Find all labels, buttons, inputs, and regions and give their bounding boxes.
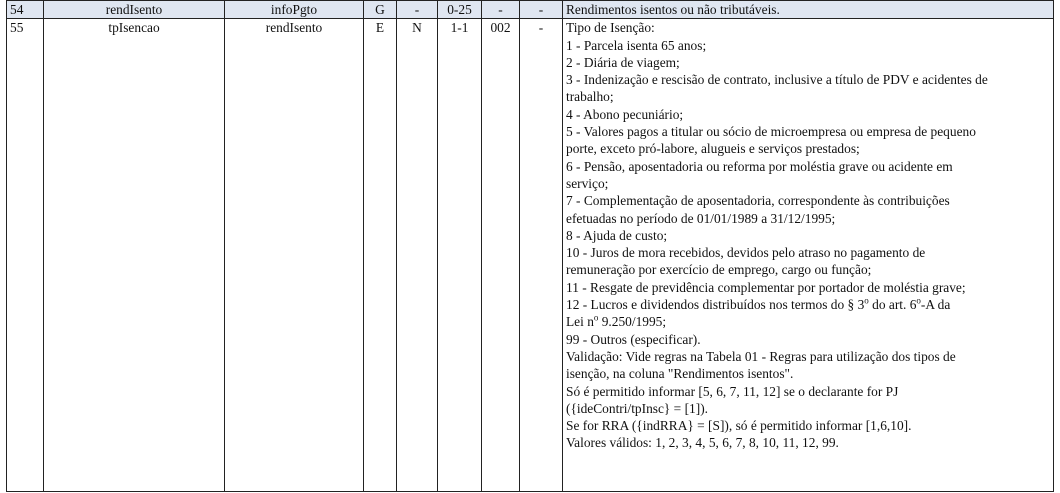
description-line-12: [566, 296, 1050, 313]
size-cell: 002: [482, 19, 520, 492]
seq-cell: 55: [7, 19, 44, 492]
table-row: [7, 19, 1054, 492]
description-line: serviço;: [566, 175, 609, 191]
field-name-cell: rendIsento: [44, 1, 225, 19]
superscript: o: [916, 295, 921, 306]
description-line: 8 - Ajuda de custo;: [566, 227, 668, 243]
description-cell: Rendimentos isentos ou não tributáveis.: [563, 1, 1054, 19]
superscript: o: [864, 295, 869, 306]
size-cell: -: [482, 1, 520, 19]
type-cell: E: [364, 19, 397, 492]
decimals-cell: -: [520, 1, 563, 19]
description-line: Só é permitido informar [5, 6, 7, 11, 12] se o declarante for PJ: [566, 383, 899, 399]
field-name-cell: tpIsencao: [44, 19, 225, 492]
description-line: Valores válidos: 1, 2, 3, 4, 5, 6, 7, 8, 10, 11, 12, 99.: [566, 435, 839, 451]
text-part: do art. 6: [868, 297, 917, 313]
description-line: 4 - Abono pecuniário;: [566, 106, 684, 122]
description-line: 5 - Valores pagos a titular ou sócio de microempresa ou empresa de pequeno: [566, 124, 976, 140]
description-line: 2 - Diária de viagem;: [566, 54, 680, 70]
occurrence-cell: 0-25: [438, 1, 482, 19]
text-part: 9.250/1995;: [598, 314, 667, 330]
superscript: o: [593, 312, 599, 323]
description-line: remuneração por exercício de emprego, cargo ou função;: [566, 262, 872, 278]
text-part: 12 - Lucros e dividendos distribuídos nos termos do § 3: [566, 297, 865, 313]
datatype-cell: -: [397, 1, 438, 19]
text-part: Lei n: [566, 314, 594, 330]
description-line: Tipo de Isenção:: [566, 20, 655, 36]
parent-cell: infoPgto: [225, 1, 364, 19]
description-line: 3 - Indenização e rescisão de contrato, inclusive a título de PDV e acidentes de: [566, 72, 988, 88]
description-line: isenção, na coluna "Rendimentos isentos".: [566, 366, 794, 382]
description-line: ({ideContri/tpInsc} = [1]).: [566, 400, 709, 416]
text-part: -A da: [920, 297, 951, 313]
description-cell: [563, 19, 1054, 492]
description-line: 1 - Parcela isenta 65 anos;: [566, 37, 707, 53]
description-line: 7 - Complementação de aposentadoria, correspondente às contribuições: [566, 193, 950, 209]
description-line: 99 - Outros (especificar).: [566, 331, 701, 347]
occurrence-cell: 1-1: [438, 19, 482, 492]
type-cell: G: [364, 1, 397, 19]
description-line: trabalho;: [566, 89, 614, 105]
seq-cell: 54: [7, 1, 44, 19]
description-line: 6 - Pensão, aposentadoria ou reforma por moléstia grave ou acidente em: [566, 158, 953, 174]
datatype-cell: N: [397, 19, 438, 492]
decimals-cell: -: [520, 19, 563, 492]
table-row: [7, 1, 1054, 19]
description-line: 10 - Juros de mora recebidos, devidos pelo atraso no pagamento de: [566, 245, 926, 261]
description-line: Se for RRA ({indRRA} = [S]), só é permitido informar [1,6,10].: [566, 418, 912, 434]
description-line: Validação: Vide regras na Tabela 01 - Regras para utilização dos tipos de: [566, 348, 956, 364]
description-line: porte, exceto pró-labore, alugueis e serviços prestados;: [566, 141, 860, 157]
description-line: 11 - Resgate de previdência complementar por portador de moléstia grave;: [566, 279, 966, 295]
description-line-13: [566, 313, 1050, 330]
parent-cell: rendIsento: [225, 19, 364, 492]
field-spec-table: [6, 0, 1054, 492]
description-line: efetuadas no período de 01/01/1989 a 31/12/1995;: [566, 210, 836, 226]
